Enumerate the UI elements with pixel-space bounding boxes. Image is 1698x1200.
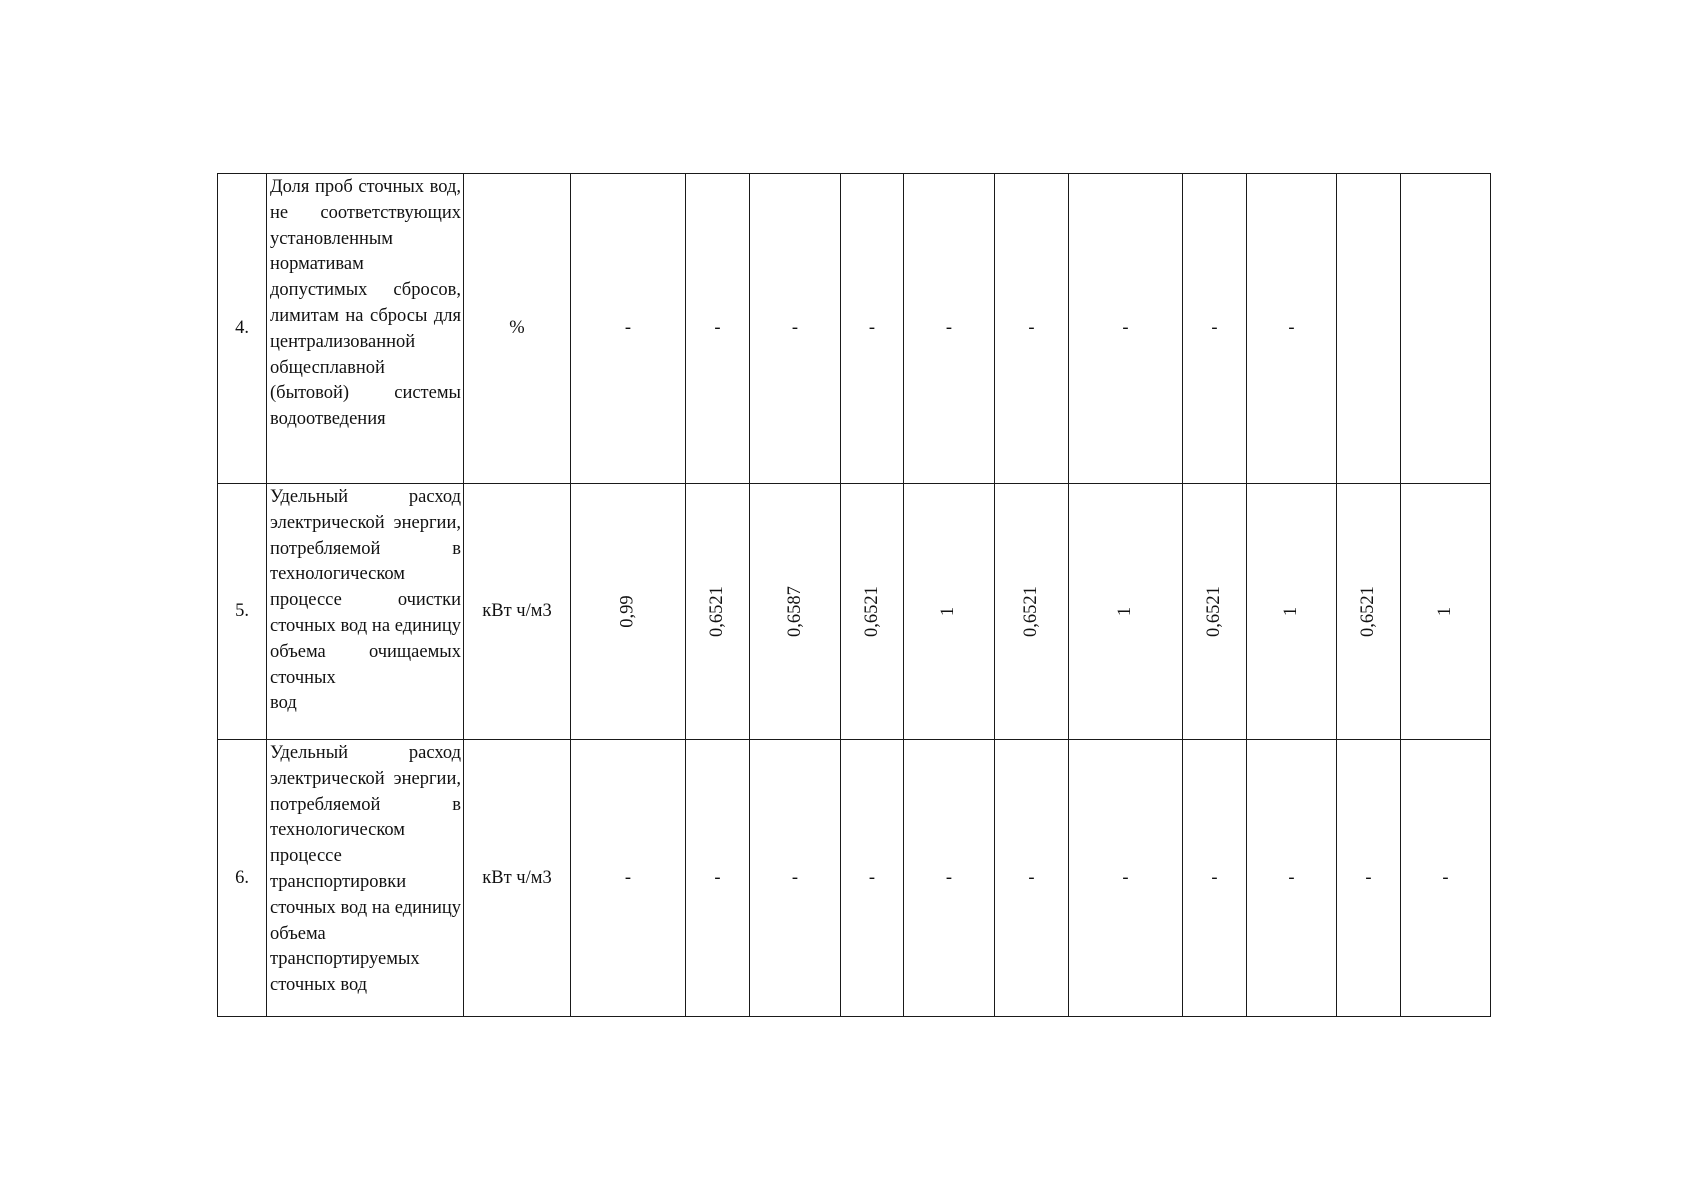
value-cell: - xyxy=(841,174,904,484)
indicators-table xyxy=(217,173,1491,1017)
value-cell: - xyxy=(1069,740,1183,1017)
value-cell: 1 xyxy=(1247,484,1337,740)
table-body xyxy=(218,174,1491,1017)
value-cell: - xyxy=(1247,740,1337,1017)
value-cell: - xyxy=(995,174,1069,484)
value-cell: - xyxy=(571,740,686,1017)
unit-cell: кВт ч/м3 xyxy=(464,740,571,1017)
value-cell: 1 xyxy=(904,484,995,740)
table-row xyxy=(218,740,1491,1017)
value-cell: - xyxy=(1401,740,1491,1017)
row-number-cell: 6. xyxy=(218,740,267,1017)
value-cell: - xyxy=(1069,174,1183,484)
value-cell: 0,6521 xyxy=(686,484,750,740)
value-cell: - xyxy=(686,174,750,484)
value-cell: - xyxy=(1247,174,1337,484)
value-cell: - xyxy=(1183,740,1247,1017)
unit-cell: кВт ч/м3 xyxy=(464,484,571,740)
value-cell: - xyxy=(686,740,750,1017)
table-row xyxy=(218,484,1491,740)
value-cell: 0,99 xyxy=(571,484,686,740)
value-cell: - xyxy=(750,740,841,1017)
value-cell: 1 xyxy=(1069,484,1183,740)
value-cell: 1 xyxy=(1401,484,1491,740)
value-cell: - xyxy=(904,740,995,1017)
table-row xyxy=(218,174,1491,484)
value-cell: - xyxy=(841,740,904,1017)
value-cell: - xyxy=(750,174,841,484)
row-number-cell: 5. xyxy=(218,484,267,740)
value-cell: 0,6521 xyxy=(995,484,1069,740)
value-cell xyxy=(1401,174,1491,484)
indicator-description-cell: Удельный расход электрической энергии, потребляемой в технологическом процессе очистки сточных вод на единицу объема очищаемых сточных вод xyxy=(267,484,464,740)
value-cell: 0,6587 xyxy=(750,484,841,740)
value-cell: - xyxy=(904,174,995,484)
unit-cell: % xyxy=(464,174,571,484)
indicator-description-cell: Удельный расход электрической энергии, потребляемой в технологическом процессе транспортировки сточных вод на единицу объема транспортируемых сточных вод xyxy=(267,740,464,1017)
value-cell: 0,6521 xyxy=(1337,484,1401,740)
value-cell: - xyxy=(1337,740,1401,1017)
value-cell: 0,6521 xyxy=(1183,484,1247,740)
value-cell: - xyxy=(571,174,686,484)
value-cell: 0,6521 xyxy=(841,484,904,740)
value-cell: - xyxy=(1183,174,1247,484)
row-number-cell: 4. xyxy=(218,174,267,484)
value-cell xyxy=(1337,174,1401,484)
indicator-description-cell: Доля проб сточных вод, не соответствующих установленным нормативам допустимых сбросов, лимитам на сбросы для централизованной общесплавной (бытовой) системы водоотведения xyxy=(267,174,464,484)
value-cell: - xyxy=(995,740,1069,1017)
